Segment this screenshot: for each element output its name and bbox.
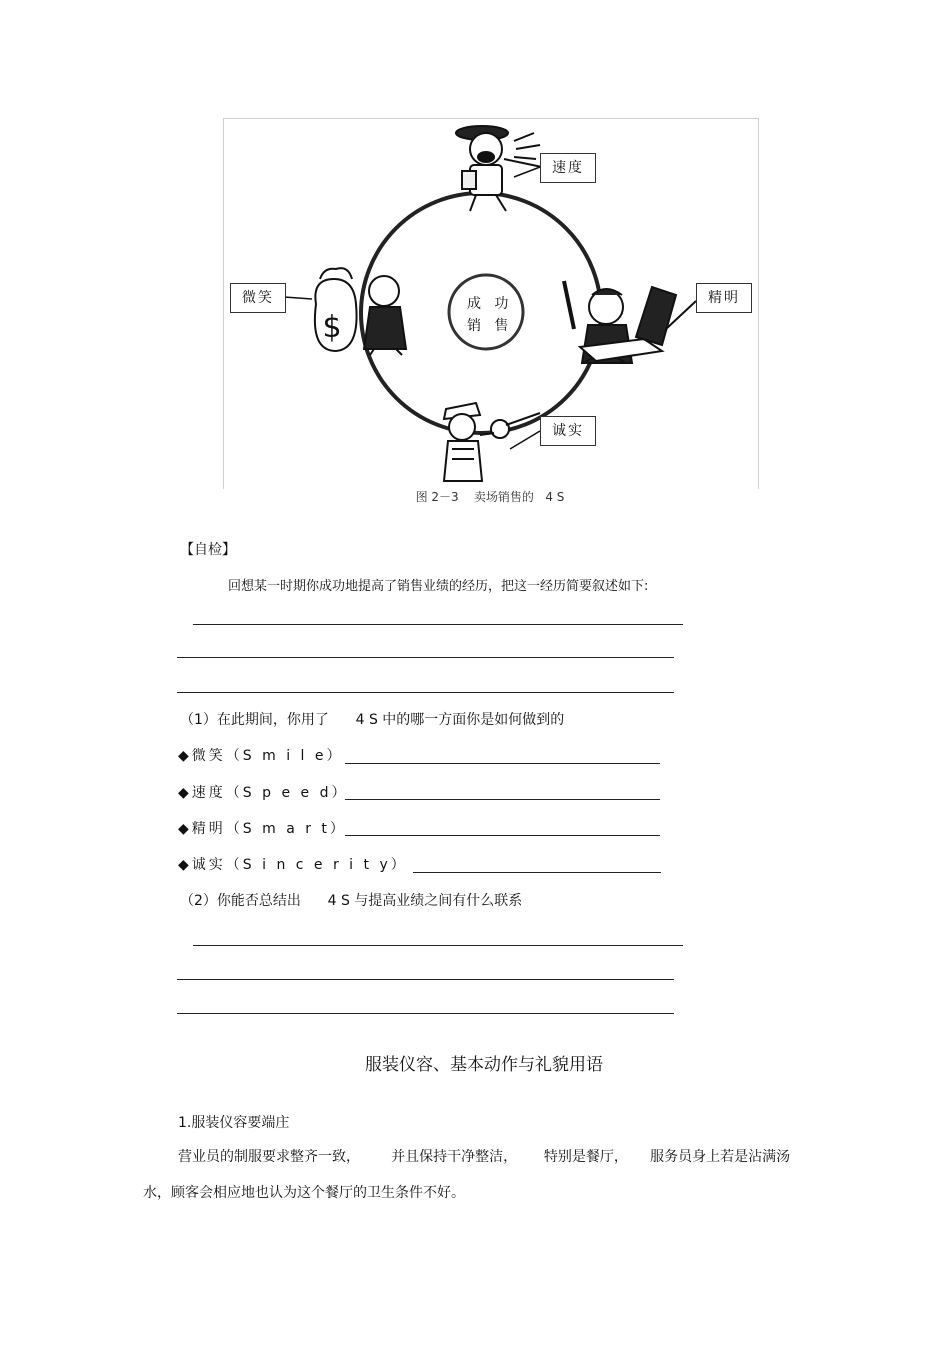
smart-figure-illustration (564, 281, 696, 363)
self-check-title: 【自检】 (180, 542, 236, 558)
section-subheading: 1.服装仪容要端庄 (178, 1115, 290, 1131)
svg-text:$: $ (322, 310, 342, 345)
item-smile: ◆微笑（S m i l e） (178, 748, 344, 764)
answer-line[interactable] (177, 1013, 674, 1014)
question-2: （2）你能否总结出 4 S 与提高业绩之间有什么联系 (180, 893, 523, 909)
figure-caption: 图 2－3 卖场销售的 4 S (415, 490, 565, 504)
label-sincerity: 诚实 (540, 416, 596, 446)
answer-line[interactable] (193, 624, 683, 625)
section-heading: 服装仪容、基本动作与礼貌用语 (365, 1055, 603, 1075)
answer-line[interactable] (177, 979, 674, 980)
answer-line[interactable] (193, 945, 683, 946)
center-text-line2: 销 售 (467, 318, 509, 334)
sincerity-figure-illustration (444, 403, 540, 481)
paragraph-line-1: 营业员的制服要求整齐一致， 并且保持干净整洁， 特别是餐厅， 服务员身上若是沾满汤 (178, 1149, 791, 1165)
label-smart: 精明 (696, 283, 752, 313)
self-check-prompt: 回想某一时期你成功地提高了销售业绩的经历，把这一经历简要叙述如下: (228, 579, 649, 594)
answer-line-smart[interactable] (345, 835, 660, 836)
center-text-line1: 成 功 (467, 296, 509, 312)
answer-line-speed[interactable] (345, 799, 660, 800)
paragraph-line-2: 水，顾客会相应地也认为这个餐厅的卫生条件不好。 (143, 1185, 465, 1201)
label-speed: 速度 (540, 153, 596, 183)
item-sincerity: ◆诚实（S i n c e r i t y） (178, 857, 408, 873)
figure-4s (223, 118, 759, 489)
question-1: （1）在此期间，你用了 4 S 中的哪一方面你是如何做到的 (180, 712, 565, 728)
item-speed: ◆速度（S p e e d） (178, 785, 349, 801)
answer-line-sincerity[interactable] (413, 872, 661, 873)
answer-line[interactable] (177, 692, 674, 693)
answer-line[interactable] (177, 657, 674, 658)
label-smile: 微笑 (230, 283, 286, 313)
item-smart: ◆精明（S m a r t） (178, 821, 347, 837)
speed-figure-illustration (456, 126, 542, 211)
answer-line-smile[interactable] (345, 763, 660, 764)
